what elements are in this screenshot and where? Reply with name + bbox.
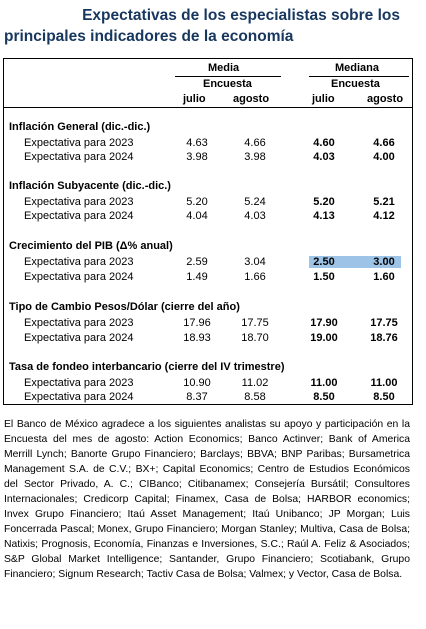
header-mediana-rule: [309, 76, 409, 77]
mediana-julio-value: 11.00: [310, 377, 338, 389]
row-label: Expectativa para 2023: [24, 317, 134, 329]
row-label: Expectativa para 2024: [24, 391, 134, 403]
header-mediana: Mediana: [335, 62, 380, 74]
media-julio-value: 3.98: [186, 151, 208, 163]
mediana-julio-value: 1.50: [313, 271, 335, 283]
section-title: Tipo de Cambio Pesos/Dólar (cierre del año): [9, 301, 240, 313]
page-title: [4, 5, 402, 47]
row-label: Expectativa para 2023: [24, 196, 134, 208]
mediana-julio-value: 5.20: [313, 196, 335, 208]
media-agosto-value: 1.66: [244, 271, 266, 283]
row-label: Expectativa para 2024: [24, 210, 134, 222]
media-julio-value: 17.96: [183, 317, 211, 329]
row-label: Expectativa para 2023: [24, 377, 134, 389]
mediana-agosto-value: 4.00: [373, 151, 395, 163]
media-agosto-value: 3.98: [244, 151, 266, 163]
header-media-rule: [175, 76, 281, 77]
row-label: Expectativa para 2024: [24, 332, 134, 344]
header-agosto-mediana: agosto: [367, 93, 404, 105]
media-julio-value: 4.04: [186, 210, 208, 222]
mediana-agosto-value: 17.75: [370, 317, 398, 329]
media-julio-value: 5.20: [186, 196, 208, 208]
row-label: Expectativa para 2024: [24, 271, 134, 283]
media-agosto-value: 4.03: [244, 210, 266, 222]
header-julio-mediana: julio: [312, 93, 335, 105]
mediana-agosto-value: 4.66: [373, 137, 395, 149]
row-label: Expectativa para 2023: [24, 256, 134, 268]
mediana-julio-value: 4.13: [313, 210, 335, 222]
mediana-agosto-value: 11.00: [370, 377, 398, 389]
section-title: Crecimiento del PIB (Δ% anual): [9, 240, 173, 252]
header-agosto-media: agosto: [233, 93, 270, 105]
row-label: Expectativa para 2024: [24, 151, 134, 163]
mediana-julio-value: 2.50: [313, 256, 335, 268]
mediana-agosto-value: 4.12: [373, 210, 395, 222]
expectations-table: [3, 58, 413, 405]
media-julio-value: 2.59: [186, 256, 208, 268]
mediana-julio-value: 19.00: [310, 332, 338, 344]
media-julio-value: 4.63: [186, 137, 208, 149]
acknowledgement-note: El Banco de México agradece a los siguientes analistas su apoyo y participación en la Encuesta del mes de agosto: Action Economics; Banco Actinver; Bank of America Merrill Lynch; Banorte Grupo Financiero; Barclays; BBVA; BNP Paribas; Bursametrica Management S.A. de C.V.; BX+; Capital Economics; Centro de Estudios Económicos del Sector Privado, A. C.; CIBanco; Citibanamex; Consejería Bursátil; Consultores Internacionales; Credicorp Capital; Finamex, Casa de Bolsa; HARBOR economics; Invex Grupo Financiero; Itaú Asset Management; Itaú Unibanco; JP Morgan; Luis Foncerrada Pascal; Monex, Grupo Financiero; Morgan Stanley; Multiva, Casa de Bolsa; Natixis; Prognosis, Economía, Finanzas e Inversiones, S.C.; Raúl A. Feliz & Asociados; S&P Global Market Intelligence; Santander, Grupo Financiero; Scotiabank, Grupo Financiero; Signum Research; Tactiv Casa de Bolsa; Valmex; y Vector, Casa de Bolsa.: [4, 419, 410, 580]
media-agosto-value: 3.04: [244, 256, 266, 268]
title-line-2: principales indicadores de la economía: [4, 28, 294, 45]
header-julio-media: julio: [183, 93, 206, 105]
section-title: Tasa de fondeo interbancario (cierre del IV trimestre): [9, 361, 285, 373]
section-title: Inflación Subyacente (dic.-dic.): [9, 180, 171, 192]
media-julio-value: 18.93: [183, 332, 211, 344]
header-media: Media: [208, 62, 240, 74]
mediana-julio-value: 8.50: [313, 391, 335, 403]
header-bottom-rule: [4, 107, 412, 108]
mediana-agosto-value: 5.21: [373, 196, 395, 208]
mediana-julio-value: 4.03: [313, 151, 335, 163]
media-agosto-value: 4.66: [244, 137, 266, 149]
mediana-agosto-value: 1.60: [373, 271, 395, 283]
media-agosto-value: 8.58: [244, 391, 266, 403]
media-agosto-value: 17.75: [241, 317, 269, 329]
media-agosto-value: 11.02: [241, 377, 269, 389]
mediana-agosto-value: 3.00: [373, 256, 395, 268]
media-julio-value: 10.90: [183, 377, 211, 389]
media-julio-value: 1.49: [186, 271, 208, 283]
mediana-agosto-value: 18.76: [370, 332, 398, 344]
title-line-1: Expectativas de los especialistas sobre los: [82, 7, 400, 24]
media-agosto-value: 18.70: [241, 332, 269, 344]
row-label: Expectativa para 2023: [24, 137, 134, 149]
mediana-julio-value: 17.90: [310, 317, 338, 329]
media-agosto-value: 5.24: [244, 196, 266, 208]
mediana-julio-value: 4.60: [313, 137, 335, 149]
section-title: Inflación General (dic.-dic.): [9, 121, 151, 133]
header-encuesta-media: Encuesta: [203, 78, 252, 90]
media-julio-value: 8.37: [186, 391, 208, 403]
mediana-agosto-value: 8.50: [373, 391, 395, 403]
header-encuesta-mediana: Encuesta: [331, 78, 380, 90]
